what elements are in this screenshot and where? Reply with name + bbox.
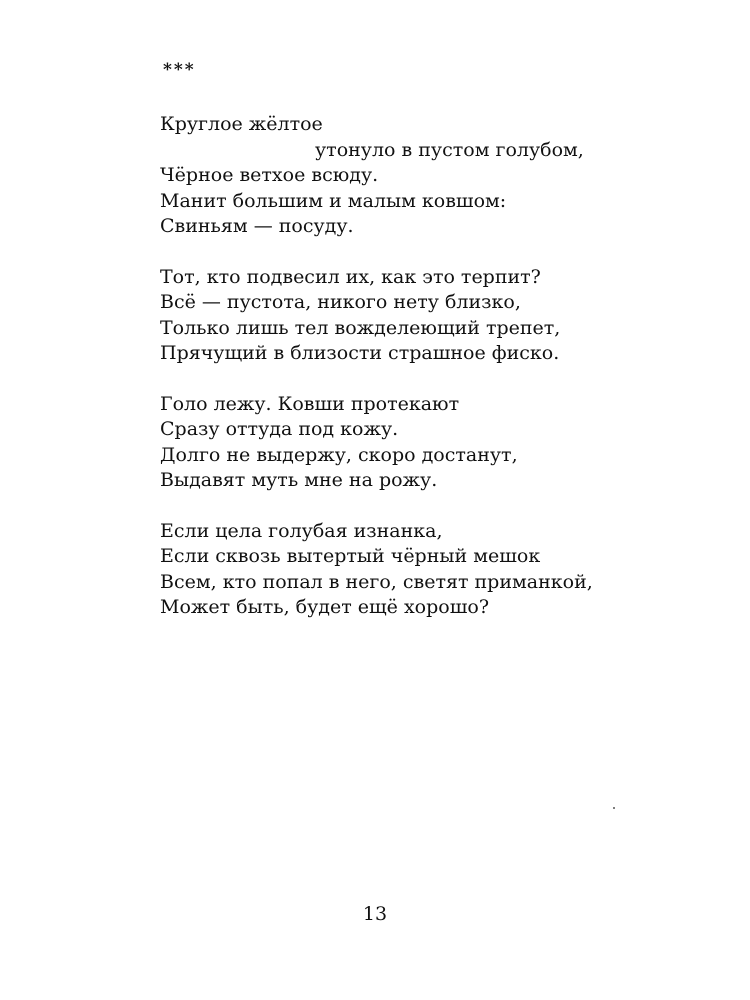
poem-line: Тот, кто подвесил их, как это терпит? [160, 265, 541, 288]
poem-line: Всё — пустота, никого нету близко, [160, 291, 521, 313]
poem-line: Если цела голубая изнанка, [160, 519, 443, 542]
stanza-2 [160, 265, 640, 367]
poem-line: Только лишь тел вожделеющий трепет, [160, 316, 561, 339]
poem-line: утонуло в пустом голубом, [315, 138, 584, 161]
stanza-1 [160, 112, 640, 240]
poem-line: Чёрное ветхое всюду. [160, 164, 379, 186]
poem-line: Сразу оттуда под кожу. [160, 418, 399, 440]
page-number: 13 [362, 903, 388, 925]
poem-line: Голо лежу. Ковши протекают [160, 392, 460, 415]
poem-line: Свиньям — посуду. [160, 215, 354, 237]
section-separator: *** [163, 60, 196, 80]
poem-line: Круглое жёлтое [160, 113, 323, 135]
poem-line: Долго не выдержу, скоро достанут, [160, 443, 518, 466]
poem-line: Всем, кто попал в него, светят приманкой, [160, 570, 593, 593]
poem-line: Выдавят муть мне на рожу. [160, 469, 438, 491]
poem-line: Может быть, будет ещё хорошо? [160, 596, 490, 618]
print-speck [613, 807, 615, 809]
poem-line: Если сквозь вытертый чёрный мешок [160, 545, 541, 567]
poem-line: Манит большим и малым ковшом: [160, 189, 507, 212]
poem-line: Прячущий в близости страшное фиско. [160, 342, 560, 364]
stanza-3 [160, 392, 640, 494]
stanza-4 [160, 519, 640, 621]
poem [160, 112, 640, 646]
